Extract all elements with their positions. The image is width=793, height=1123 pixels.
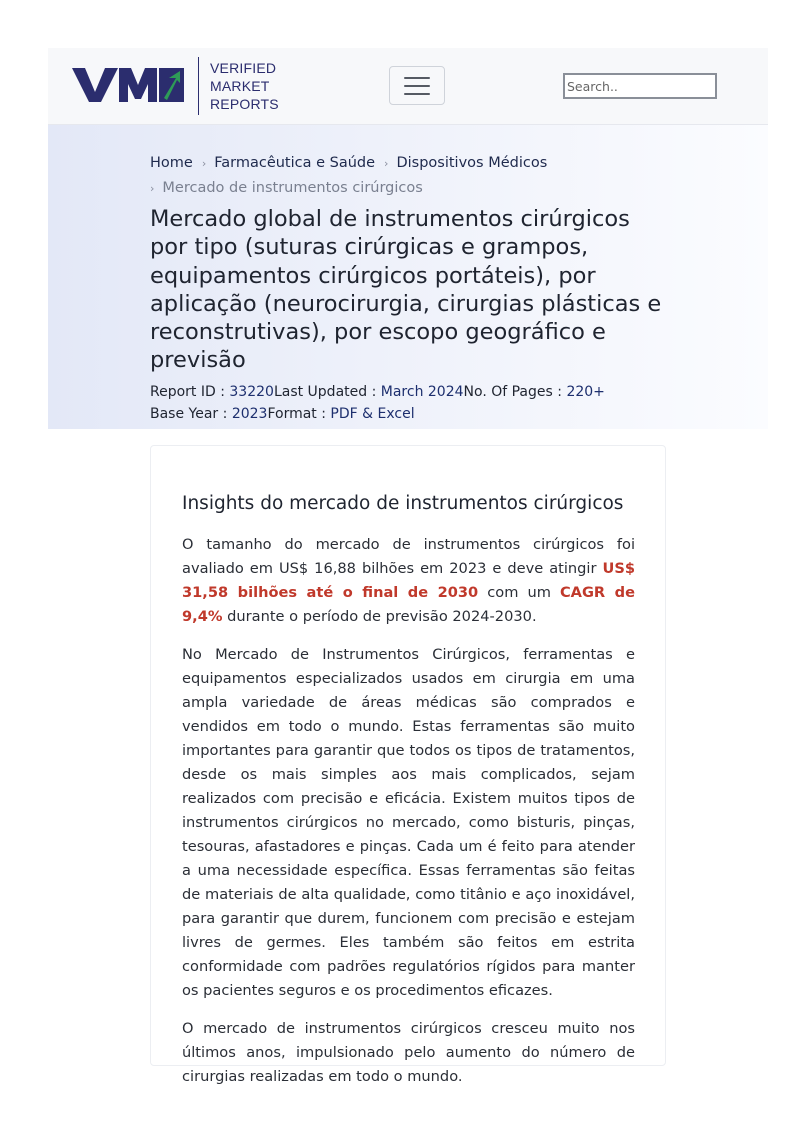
article-paragraph-3: O mercado de instrumentos cirúrgicos cresceu muito nos últimos anos, impulsionado pelo aumento do número de cirurgias realizadas em todo o mundo. [182, 1020, 635, 1085]
hamburger-menu-icon-bar [404, 85, 430, 87]
article-paragraph-1 [182, 533, 635, 629]
chevron-right-icon: › [201, 157, 207, 170]
report-meta [150, 381, 670, 425]
last-updated-value: March 2024 [380, 384, 464, 400]
breadcrumb-home[interactable]: Home [150, 155, 193, 171]
search-input[interactable] [563, 73, 717, 99]
base-year-value: 2023 [231, 406, 268, 422]
breadcrumb-current-row [150, 176, 620, 201]
page-title: Mercado global de instrumentos cirúrgicos por tipo (suturas cirúrgicas e grampos, equipamentos cirúrgicos portáteis), por aplicação (neurocirurgia, cirurgias plásticas e reconstrutivas), por escopo geográfico e previsão [150, 206, 662, 374]
breadcrumb-pharma-health[interactable]: Farmacêutica e Saúde [214, 155, 376, 171]
hamburger-menu-icon [404, 77, 430, 79]
paragraph-1-text-a: O tamanho do mercado de instrumentos cirúrgicos foi avaliado em US$ 16,88 bilhões em 2023 e deve atingir [182, 536, 635, 577]
site-header [48, 48, 768, 125]
article-paragraph-2: No Mercado de Instrumentos Cirúrgicos, ferramentas e equipamentos especializados usados em cirurgia em uma ampla variedade de áreas médicas são comprados e vendidos em todo o mundo. Estas ferramentas são muito importantes para garantir que todos os tipos de tratamentos, desde os mais simples aos mais complicados, sejam realizados com precisão e eficácia. Existem muitos tipos de instrumentos cirúrgicos no mercado, como bisturis, pinças, tesouras, afastadores e pinças. Cada um é feito para atender a uma necessidade específica. Essas ferramentas são feitas de materiais de alta qualidade, como titânio e aço inoxidável, para garantir que durem, funcionem com precisão e estejam livres de germes. Eles também são feitos em estrita conformidade com padrões regulatórios rígidos para manter os pacientes seguros e os procedimentos eficazes. [182, 646, 635, 999]
vmr-logo-mark [72, 66, 184, 106]
cagr-highlight: CAGR de 9,4% [182, 584, 635, 625]
logo-line-market: MARKET [210, 78, 270, 94]
vmr-logo[interactable] [72, 56, 279, 116]
format-value: PDF & Excel [330, 406, 415, 422]
logo-divider [198, 57, 199, 115]
hamburger-menu-icon-bar [404, 93, 430, 95]
logo-wordmark [210, 59, 279, 113]
hamburger-menu-button[interactable] [389, 66, 445, 105]
last-updated-label: Last Updated : [273, 384, 381, 400]
article-heading: Insights do mercado de instrumentos cirúrgicos [182, 493, 624, 514]
pages-label: No. Of Pages : [463, 384, 567, 400]
paragraph-1-text-b: com um [478, 584, 560, 601]
base-year-label: Base Year : [150, 406, 232, 422]
chevron-right-icon: › [384, 157, 389, 170]
report-id-label: Report ID : [150, 384, 230, 400]
report-id-value: 33220 [229, 384, 274, 400]
market-forecast-highlight: US$ 31,58 bilhões até o final de 2030 [182, 560, 635, 601]
chevron-right-icon: › [150, 182, 155, 195]
report-hero [48, 125, 768, 429]
format-label: Format : [267, 406, 331, 422]
report-meta-row-1 [150, 381, 670, 403]
breadcrumb-current: Mercado de instrumentos cirúrgicos [162, 180, 423, 196]
logo-line-reports: REPORTS [210, 96, 279, 112]
paragraph-1-text-c: durante o período de previsão 2024-2030. [222, 608, 537, 625]
pages-value: 220+ [566, 384, 605, 400]
logo-line-verified: VERIFIED [210, 60, 277, 76]
breadcrumb-medical-devices[interactable]: Dispositivos Médicos [396, 155, 548, 171]
article-card [150, 445, 666, 1085]
article-body [182, 533, 635, 1103]
breadcrumb [150, 151, 620, 201]
report-meta-row-2 [150, 403, 670, 425]
